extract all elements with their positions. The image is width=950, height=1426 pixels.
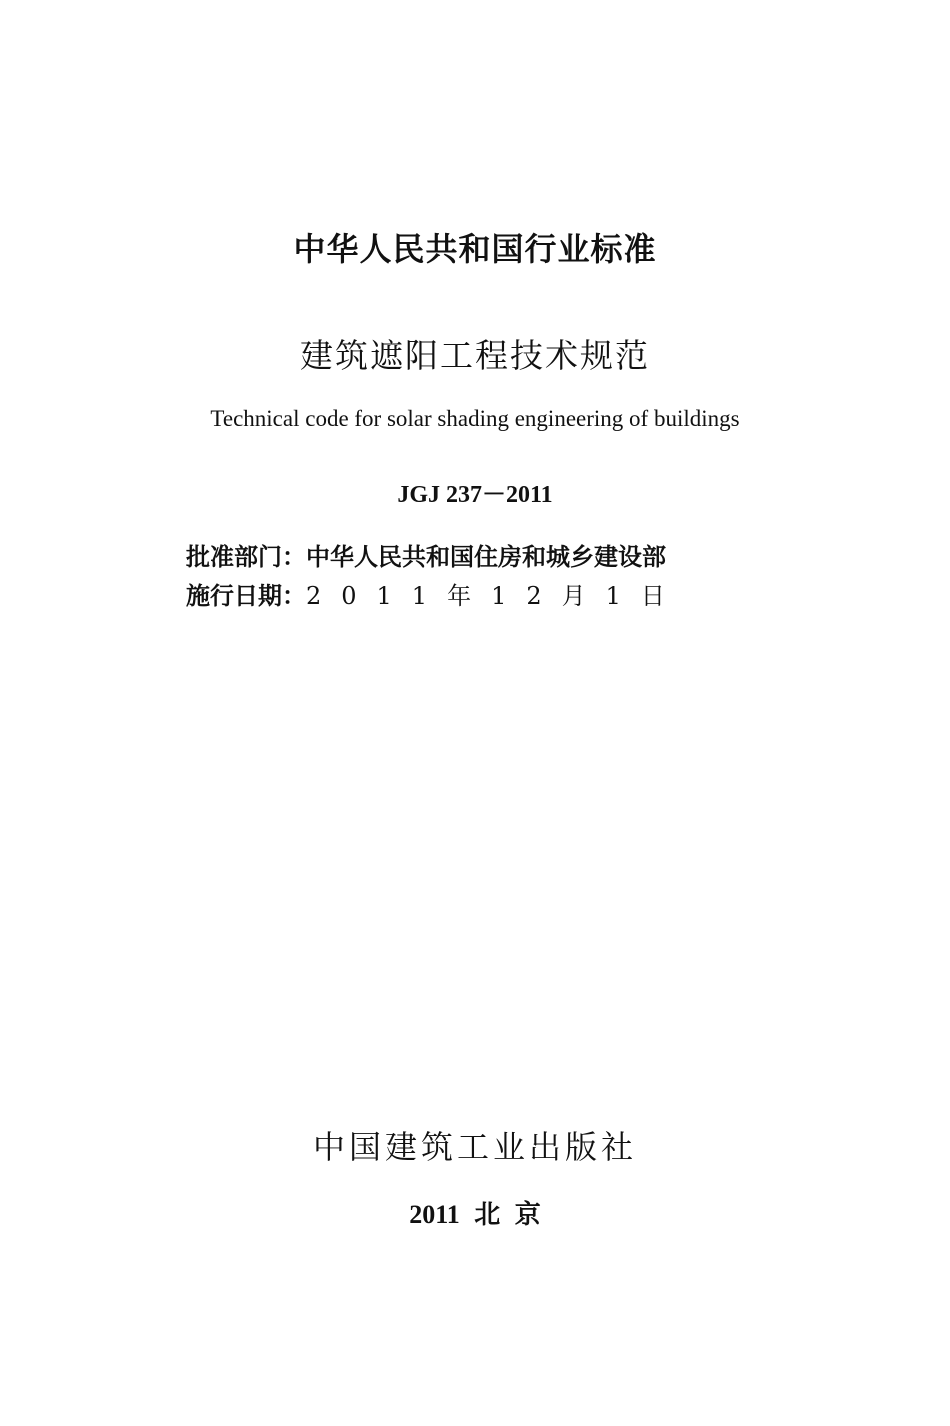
publisher: 中国建筑工业出版社 xyxy=(312,1128,637,1166)
approval-department xyxy=(186,537,886,572)
approval-label: 批准部门： xyxy=(186,543,306,571)
standard-code: JGJ 237－2011 xyxy=(397,482,553,508)
effective-value: 2011年12月1日 xyxy=(306,582,685,610)
document-title-en: Technical code for solar shading engineering of buildings xyxy=(210,406,740,431)
approval-value: 中华人民共和国住房和城乡建设部 xyxy=(306,543,666,571)
effective-date xyxy=(186,576,886,611)
publication-place-year: 2011 北 京 xyxy=(409,1200,541,1229)
effective-label: 施行日期： xyxy=(186,582,306,610)
series-title: 中华人民共和国行业标准 xyxy=(293,230,657,268)
document-title-cn: 建筑遮阳工程技术规范 xyxy=(300,336,650,375)
